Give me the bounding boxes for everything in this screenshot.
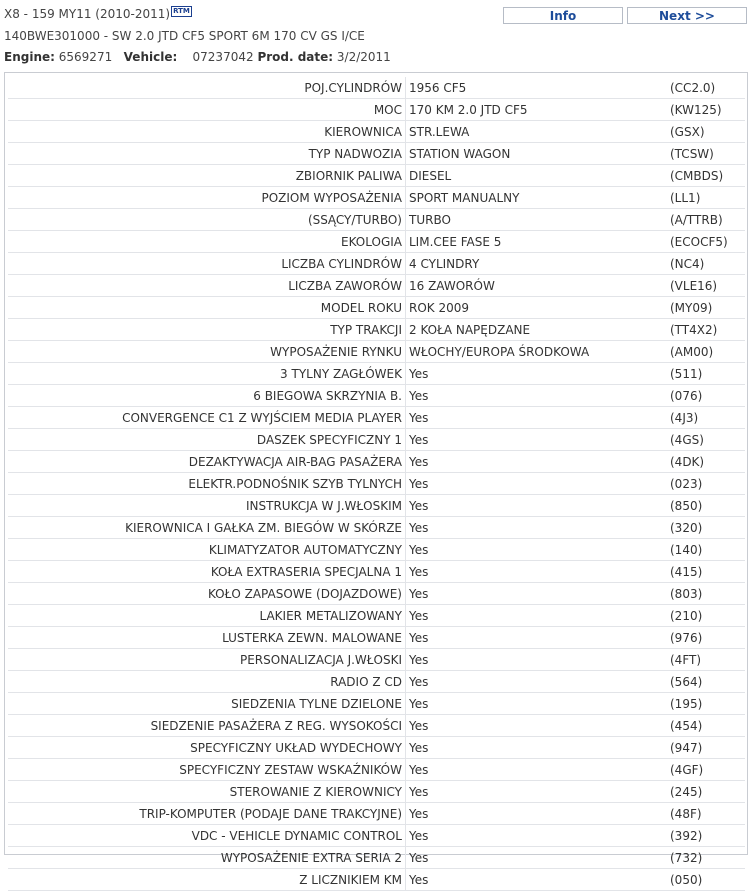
option-code: (4GF) — [667, 759, 745, 781]
option-value: LIM.CEE FASE 5 — [406, 231, 668, 253]
option-label: WYPOSAŻENIE EXTRA SERIA 2 — [8, 847, 406, 869]
option-code: (NC4) — [667, 253, 745, 275]
option-label: MOC — [8, 99, 406, 121]
option-value: Yes — [406, 825, 668, 847]
option-label: (SSĄCY/TURBO) — [8, 209, 406, 231]
option-code: (415) — [667, 561, 745, 583]
option-value: Yes — [406, 715, 668, 737]
option-code: (4FT) — [667, 649, 745, 671]
option-label: SIEDZENIE PASAŻERA Z REG. WYSOKOŚCI — [8, 715, 406, 737]
option-code: (LL1) — [667, 187, 745, 209]
option-value: Yes — [406, 385, 668, 407]
table-row — [8, 297, 745, 319]
option-value: Yes — [406, 671, 668, 693]
table-row — [8, 649, 745, 671]
option-label: LAKIER METALIZOWANY — [8, 605, 406, 627]
option-code: (4GS) — [667, 429, 745, 451]
table-row — [8, 693, 745, 715]
model-title-line — [4, 6, 192, 21]
option-label: CONVERGENCE C1 Z WYJŚCIEM MEDIA PLAYER — [8, 407, 406, 429]
option-label: TRIP-KOMPUTER (PODAJE DANE TRAKCYJNE) — [8, 803, 406, 825]
table-row — [8, 77, 745, 99]
option-label: INSTRUKCJA W J.WŁOSKIM — [8, 495, 406, 517]
table-row — [8, 363, 745, 385]
table-row — [8, 429, 745, 451]
model-title: X8 - 159 MY11 (2010-2011) — [4, 7, 171, 21]
option-code: (TCSW) — [667, 143, 745, 165]
option-code: (392) — [667, 825, 745, 847]
option-label: SIEDZENIA TYLNE DZIELONE — [8, 693, 406, 715]
option-label: LICZBA ZAWORÓW — [8, 275, 406, 297]
option-label: SPECYFICZNY ZESTAW WSKAŹNIKÓW — [8, 759, 406, 781]
option-label: DASZEK SPECYFICZNY 1 — [8, 429, 406, 451]
option-label: KOŁO ZAPASOWE (DOJAZDOWE) — [8, 583, 406, 605]
option-label: TYP TRAKCJI — [8, 319, 406, 341]
option-label: EKOLOGIA — [8, 231, 406, 253]
option-value: Yes — [406, 583, 668, 605]
table-row — [8, 671, 745, 693]
option-value: Yes — [406, 869, 668, 891]
vehicle-info-line — [4, 50, 391, 64]
option-value: Yes — [406, 649, 668, 671]
table-row — [8, 209, 745, 231]
table-row — [8, 341, 745, 363]
table-row — [8, 869, 745, 891]
option-value: Yes — [406, 473, 668, 495]
option-value: STR.LEWA — [406, 121, 668, 143]
table-row — [8, 187, 745, 209]
option-value: WŁOCHY/EUROPA ŚRODKOWA — [406, 341, 668, 363]
table-row — [8, 759, 745, 781]
table-row — [8, 847, 745, 869]
engine-value: 6569271 — [58, 50, 113, 64]
option-code: (023) — [667, 473, 745, 495]
option-code: (AM00) — [667, 341, 745, 363]
table-row — [8, 319, 745, 341]
option-code: (732) — [667, 847, 745, 869]
option-code: (48F) — [667, 803, 745, 825]
option-value: Yes — [406, 517, 668, 539]
option-code: (850) — [667, 495, 745, 517]
table-row — [8, 781, 745, 803]
option-label: DEZAKTYWACJA AIR-BAG PASAŻERA — [8, 451, 406, 473]
table-row — [8, 561, 745, 583]
option-code: (GSX) — [667, 121, 745, 143]
version-subtitle: 140BWE301000 - SW 2.0 JTD CF5 SPORT 6M 170 CV GS I/CE — [4, 29, 365, 43]
table-row — [8, 385, 745, 407]
option-label: KLIMATYZATOR AUTOMATYCZNY — [8, 539, 406, 561]
option-label: KIEROWNICA I GAŁKA ZM. BIEGÓW W SKÓRZE — [8, 517, 406, 539]
option-label: PERSONALIZACJA J.WŁOSKI — [8, 649, 406, 671]
option-value: Yes — [406, 737, 668, 759]
option-value: Yes — [406, 561, 668, 583]
option-code: (195) — [667, 693, 745, 715]
option-label: TYP NADWOZIA — [8, 143, 406, 165]
table-row — [8, 517, 745, 539]
vehicle-value: 07237042 — [192, 50, 254, 64]
option-label: STEROWANIE Z KIEROWNICY — [8, 781, 406, 803]
table-row — [8, 803, 745, 825]
option-label: ZBIORNIK PALIWA — [8, 165, 406, 187]
table-row — [8, 825, 745, 847]
option-value: Yes — [406, 627, 668, 649]
table-row — [8, 253, 745, 275]
option-value: Yes — [406, 693, 668, 715]
table-row — [8, 407, 745, 429]
next-button[interactable]: Next >> — [627, 7, 747, 24]
info-button[interactable]: Info — [503, 7, 623, 24]
prod-date-label: Prod. date: — [257, 50, 334, 64]
option-label: KIEROWNICA — [8, 121, 406, 143]
option-value: STATION WAGON — [406, 143, 668, 165]
option-code: (050) — [667, 869, 745, 891]
option-value: Yes — [406, 429, 668, 451]
option-value: Yes — [406, 495, 668, 517]
option-label: ELEKTR.PODNOŚNIK SZYB TYLNYCH — [8, 473, 406, 495]
table-row — [8, 143, 745, 165]
option-code: (076) — [667, 385, 745, 407]
table-row — [8, 539, 745, 561]
option-code: (KW125) — [667, 99, 745, 121]
table-row — [8, 627, 745, 649]
option-code: (4J3) — [667, 407, 745, 429]
vehicle-label: Vehicle: — [123, 50, 178, 64]
option-code: (CMBDS) — [667, 165, 745, 187]
option-value: Yes — [406, 605, 668, 627]
option-value: 1956 CF5 — [406, 77, 668, 99]
option-value: 4 CYLINDRY — [406, 253, 668, 275]
option-label: 3 TYLNY ZAGŁÓWEK — [8, 363, 406, 385]
option-label: LUSTERKA ZEWN. MALOWANE — [8, 627, 406, 649]
table-row — [8, 715, 745, 737]
option-code: (A/TTRB) — [667, 209, 745, 231]
option-value: Yes — [406, 803, 668, 825]
table-row — [8, 275, 745, 297]
option-value: 170 KM 2.0 JTD CF5 — [406, 99, 668, 121]
option-code: (140) — [667, 539, 745, 561]
options-panel — [4, 72, 748, 887]
table-row — [8, 605, 745, 627]
option-label: SPECYFICZNY UKŁAD WYDECHOWY — [8, 737, 406, 759]
vehicle-header — [0, 0, 749, 68]
option-value: 2 KOŁA NAPĘDZANE — [406, 319, 668, 341]
table-row — [8, 99, 745, 121]
option-code: (VLE16) — [667, 275, 745, 297]
table-row — [8, 451, 745, 473]
option-code: (CC2.0) — [667, 77, 745, 99]
table-row — [8, 121, 745, 143]
option-value: Yes — [406, 363, 668, 385]
option-code: (320) — [667, 517, 745, 539]
option-value: ROK 2009 — [406, 297, 668, 319]
option-code: (210) — [667, 605, 745, 627]
option-code: (803) — [667, 583, 745, 605]
option-label: VDC - VEHICLE DYNAMIC CONTROL — [8, 825, 406, 847]
option-code: (MY09) — [667, 297, 745, 319]
option-label: LICZBA CYLINDRÓW — [8, 253, 406, 275]
option-code: (ECOCF5) — [667, 231, 745, 253]
option-value: 16 ZAWORÓW — [406, 275, 668, 297]
option-code: (976) — [667, 627, 745, 649]
table-row — [8, 165, 745, 187]
option-label: RADIO Z CD — [8, 671, 406, 693]
option-label: Z LICZNIKIEM KM — [8, 869, 406, 891]
option-label: MODEL ROKU — [8, 297, 406, 319]
option-value: TURBO — [406, 209, 668, 231]
option-value: Yes — [406, 451, 668, 473]
table-row — [8, 583, 745, 605]
option-code: (564) — [667, 671, 745, 693]
table-row — [8, 473, 745, 495]
option-code: (454) — [667, 715, 745, 737]
option-label: POZIOM WYPOSAŻENIA — [8, 187, 406, 209]
options-table — [8, 77, 745, 891]
table-row — [8, 495, 745, 517]
table-row — [8, 231, 745, 253]
option-value: Yes — [406, 759, 668, 781]
option-label: 6 BIEGOWA SKRZYNIA B. — [8, 385, 406, 407]
prod-date-value: 3/2/2011 — [336, 50, 391, 64]
option-label: KOŁA EXTRASERIA SPECJALNA 1 — [8, 561, 406, 583]
option-code: (511) — [667, 363, 745, 385]
option-value: SPORT MANUALNY — [406, 187, 668, 209]
option-code: (947) — [667, 737, 745, 759]
option-value: Yes — [406, 407, 668, 429]
rtm-badge-icon[interactable]: RTM — [173, 7, 190, 15]
option-value: Yes — [406, 539, 668, 561]
option-label: WYPOSAŻENIE RYNKU — [8, 341, 406, 363]
option-value: DIESEL — [406, 165, 668, 187]
option-value: Yes — [406, 847, 668, 869]
option-code: (245) — [667, 781, 745, 803]
option-value: Yes — [406, 781, 668, 803]
engine-label: Engine: — [4, 50, 55, 64]
option-code: (TT4X2) — [667, 319, 745, 341]
table-row — [8, 737, 745, 759]
option-label: POJ.CYLINDRÓW — [8, 77, 406, 99]
option-code: (4DK) — [667, 451, 745, 473]
